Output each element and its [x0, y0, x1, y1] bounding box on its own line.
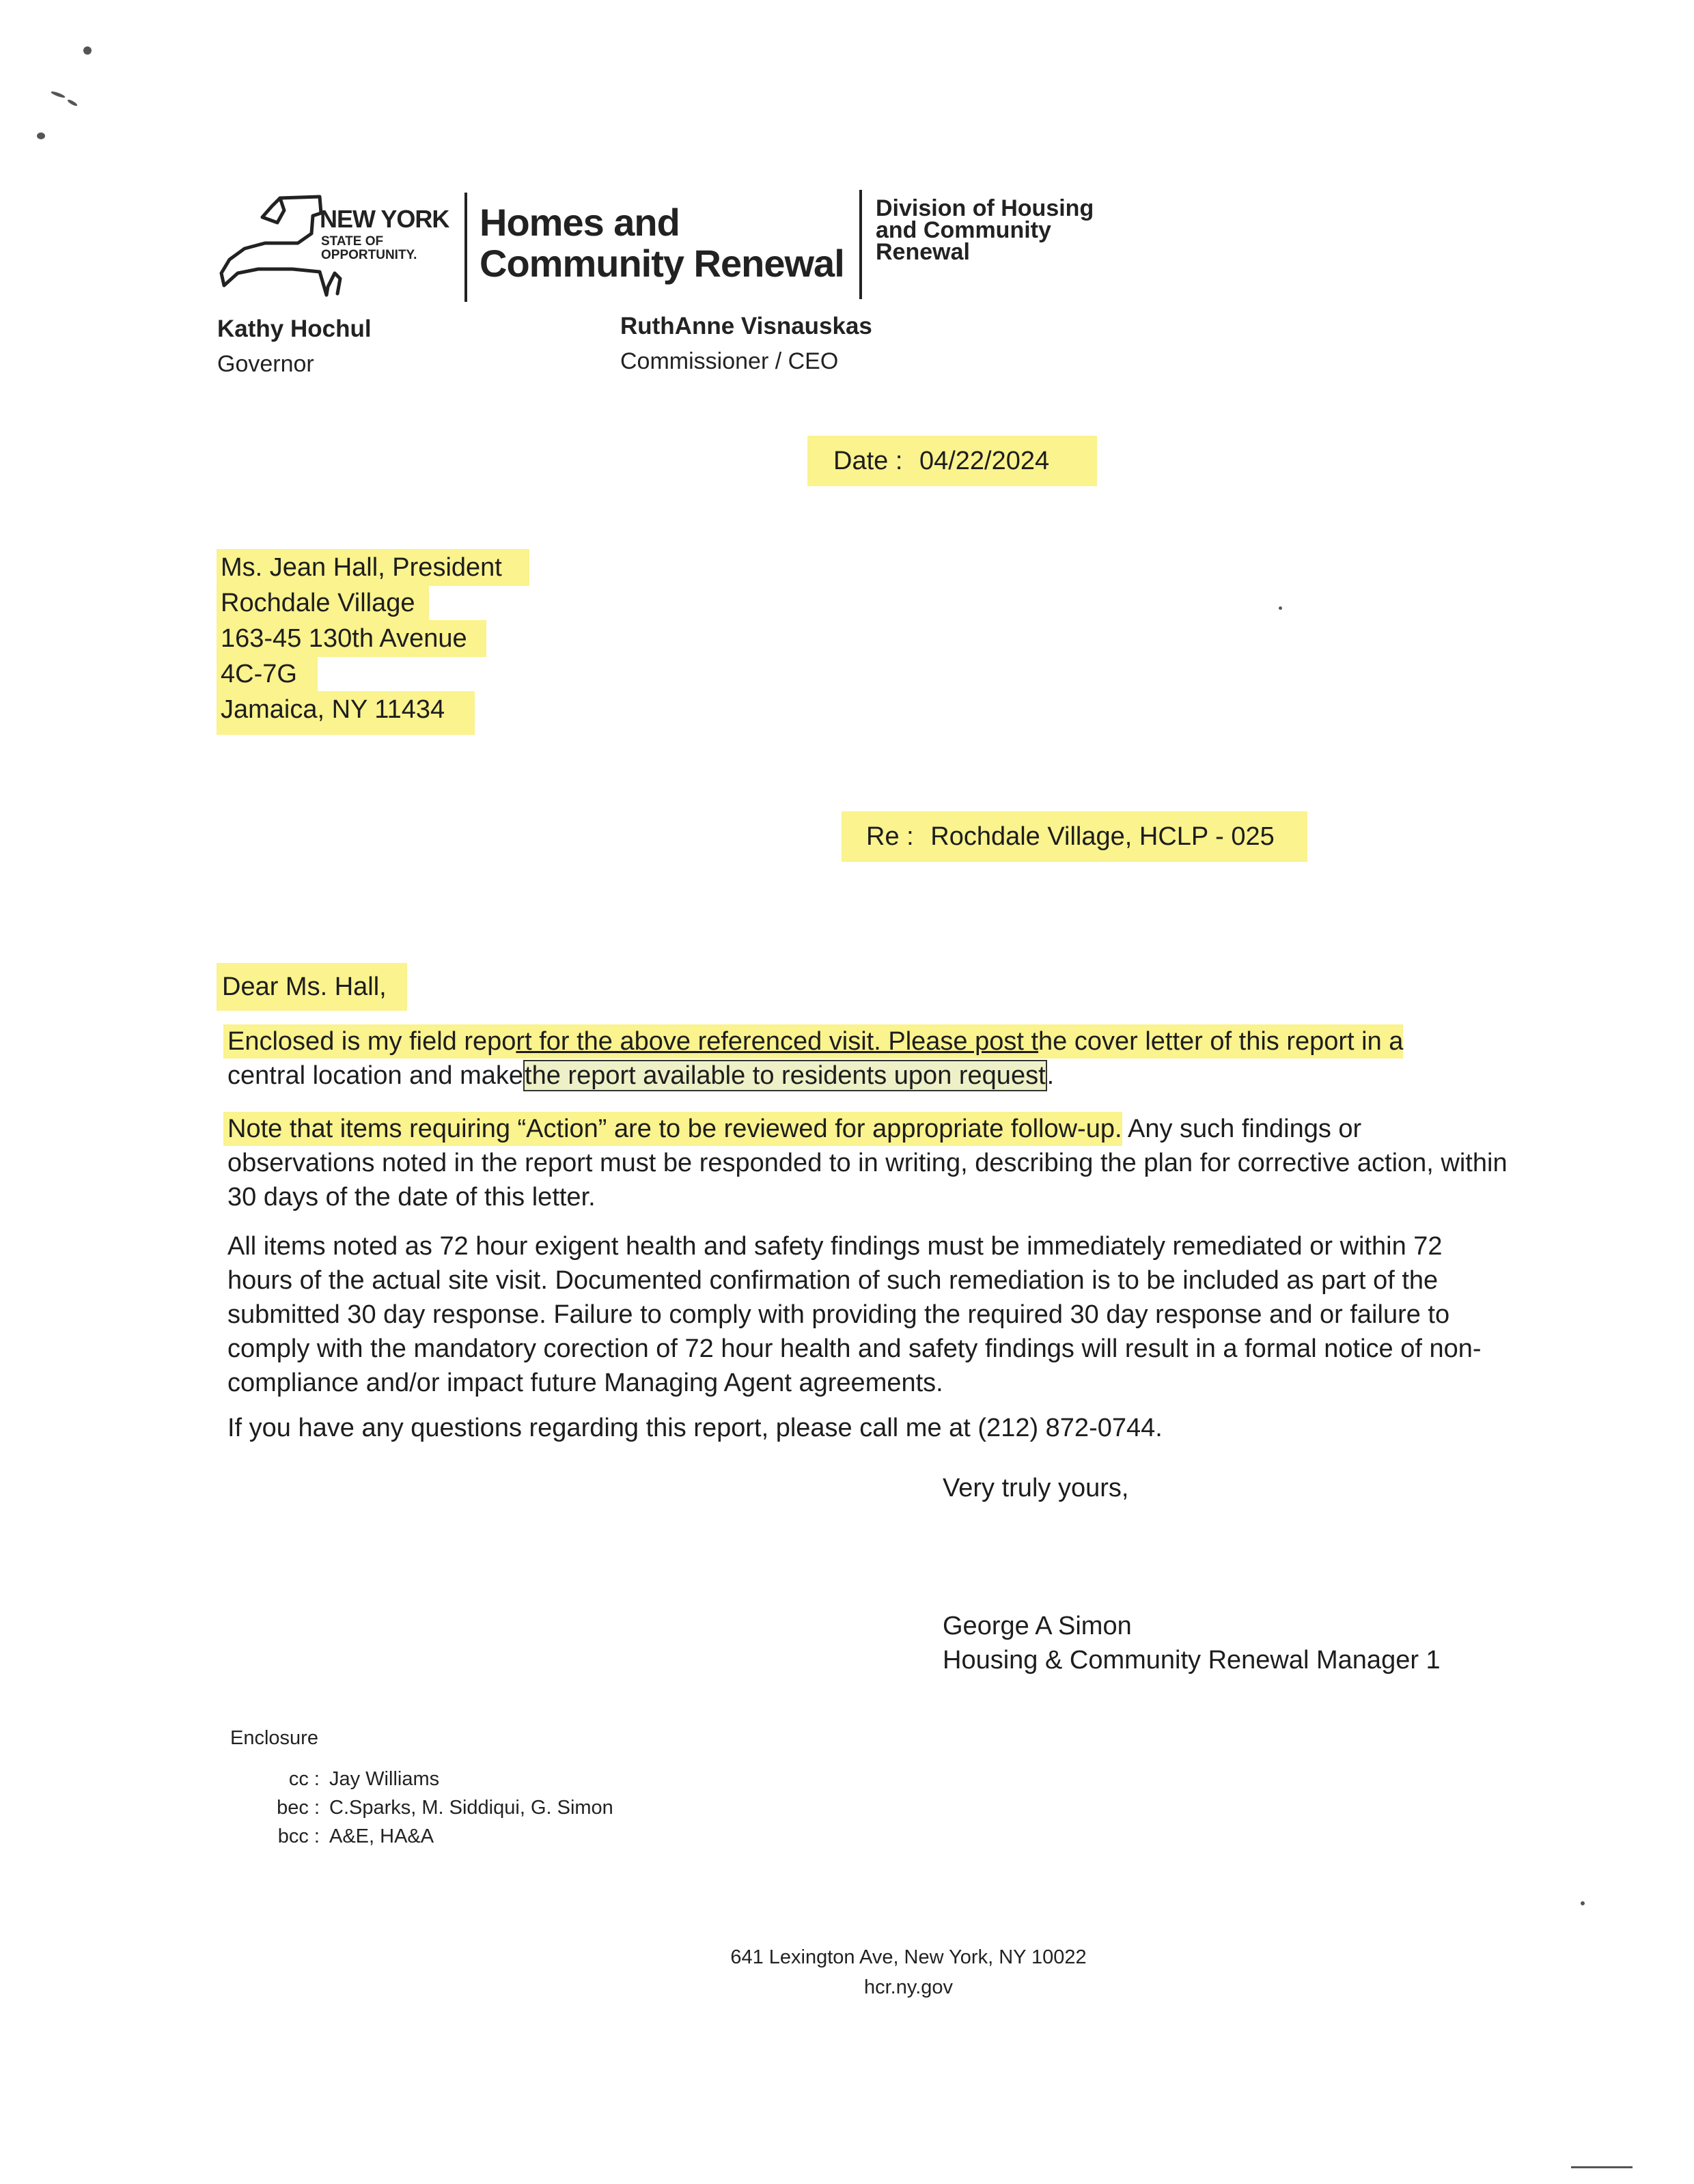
- letterhead-divider-2: [859, 190, 862, 299]
- paragraph-3: [227, 1229, 1512, 1400]
- closing: Very truly yours,: [943, 1474, 1129, 1502]
- bec-value: C.Sparks, M. Siddiqui, G. Simon: [329, 1797, 613, 1819]
- scan-speck: [51, 90, 66, 98]
- division-name-line-3: Renewal: [876, 239, 970, 265]
- division-name-line-2: and Community: [876, 217, 1051, 243]
- para1-line2-end: .: [1046, 1061, 1055, 1090]
- paragraph-1: [227, 1024, 1525, 1093]
- scan-speck: [1279, 606, 1282, 610]
- footer-website: hcr.ny.gov: [863, 1976, 954, 1998]
- bcc-label: bcc :: [277, 1825, 320, 1847]
- agency-name-line-2: Community Renewal: [480, 242, 844, 285]
- bcc-value: A&E, HA&A: [329, 1825, 434, 1847]
- governor-title: Governor: [217, 351, 314, 377]
- paragraph-2: [227, 1112, 1512, 1214]
- para3-text: All items noted as 72 hour exigent health and safety findings must be immediately remediated or within 72 hours of the actual site visit. Documented confirmation of such remediation is to be included as part of the submitted 30 day response. Failure to comply with providing the required 30 day response and or failure to comply with the mandatory corection of 72 hour health and safety findings will result in a formal notice of non-compliance and/or impact future Managing Agent agreements.: [227, 1232, 1482, 1397]
- para1-text-b: he cover letter of this report in a: [1038, 1027, 1404, 1056]
- ny-state-sub-1: STATE OF: [321, 234, 384, 249]
- re-value: Rochdale Village, HCLP - 025: [930, 822, 1275, 851]
- scan-speck: [37, 132, 45, 139]
- para1-line2-start: central location and make: [227, 1061, 524, 1090]
- signer-name: George A Simon: [943, 1612, 1132, 1640]
- commissioner-name: RuthAnne Visnauskas: [620, 313, 872, 339]
- letterhead-divider-1: [464, 193, 467, 302]
- para1-text-underlined: rt for the above referenced visit. Please post t: [516, 1027, 1039, 1056]
- recipient-line-2: Rochdale Village: [217, 585, 429, 621]
- date-label: Date :: [833, 447, 903, 475]
- bec-label: bec :: [277, 1797, 320, 1819]
- re-label: Re :: [866, 822, 914, 851]
- recipient-line-1: Ms. Jean Hall, President: [217, 549, 529, 586]
- re-line: [842, 811, 1307, 862]
- footer-address: 641 Lexington Ave, New York, NY 10022: [730, 1946, 1087, 1968]
- para1-text-a: Enclosed is my field repo: [227, 1027, 516, 1056]
- salutation: Dear Ms. Hall,: [217, 963, 407, 1011]
- para2-highlighted: Note that items requiring “Action” are to be reviewed for appropriate follow-up.: [223, 1112, 1122, 1146]
- signer-title: Housing & Community Renewal Manager 1: [943, 1646, 1441, 1675]
- recipient-line-5: Jamaica, NY 11434: [217, 691, 475, 735]
- date-value: 04/22/2024: [919, 447, 1050, 475]
- scan-speck: [83, 46, 92, 55]
- commissioner-title: Commissioner / CEO: [620, 348, 839, 374]
- recipient-line-3: 163-45 130th Avenue: [217, 620, 486, 657]
- division-name-line-1: Division of Housing: [876, 195, 1094, 221]
- para4-text: If you have any questions regarding this report, please call me at (212) 872-0744.: [227, 1414, 1163, 1442]
- recipient-line-4: 4C-7G: [217, 656, 318, 692]
- para1-boxed-text: the report available to residents upon request: [525, 1061, 1046, 1090]
- paragraph-4: [227, 1411, 1525, 1445]
- date-line: [807, 436, 1097, 486]
- scan-speck: [67, 98, 78, 107]
- enclosure-note: Enclosure: [230, 1727, 318, 1749]
- ny-state-wordmark: NEW YORK: [320, 205, 449, 233]
- ny-state-sub-2: OPPORTUNITY.: [321, 248, 417, 262]
- agency-name-line-1: Homes and: [480, 201, 680, 244]
- cc-value: Jay Williams: [329, 1768, 440, 1790]
- governor-name: Kathy Hochul: [217, 316, 372, 342]
- scan-speck: [1571, 2166, 1633, 2168]
- para2-rest: Any such findings or observations noted in the report must be responded to in writing, describing the plan for corrective action, within 30 days of the date of this letter.: [227, 1115, 1508, 1212]
- cc-label: cc :: [288, 1768, 320, 1790]
- scan-speck: [1581, 1901, 1585, 1905]
